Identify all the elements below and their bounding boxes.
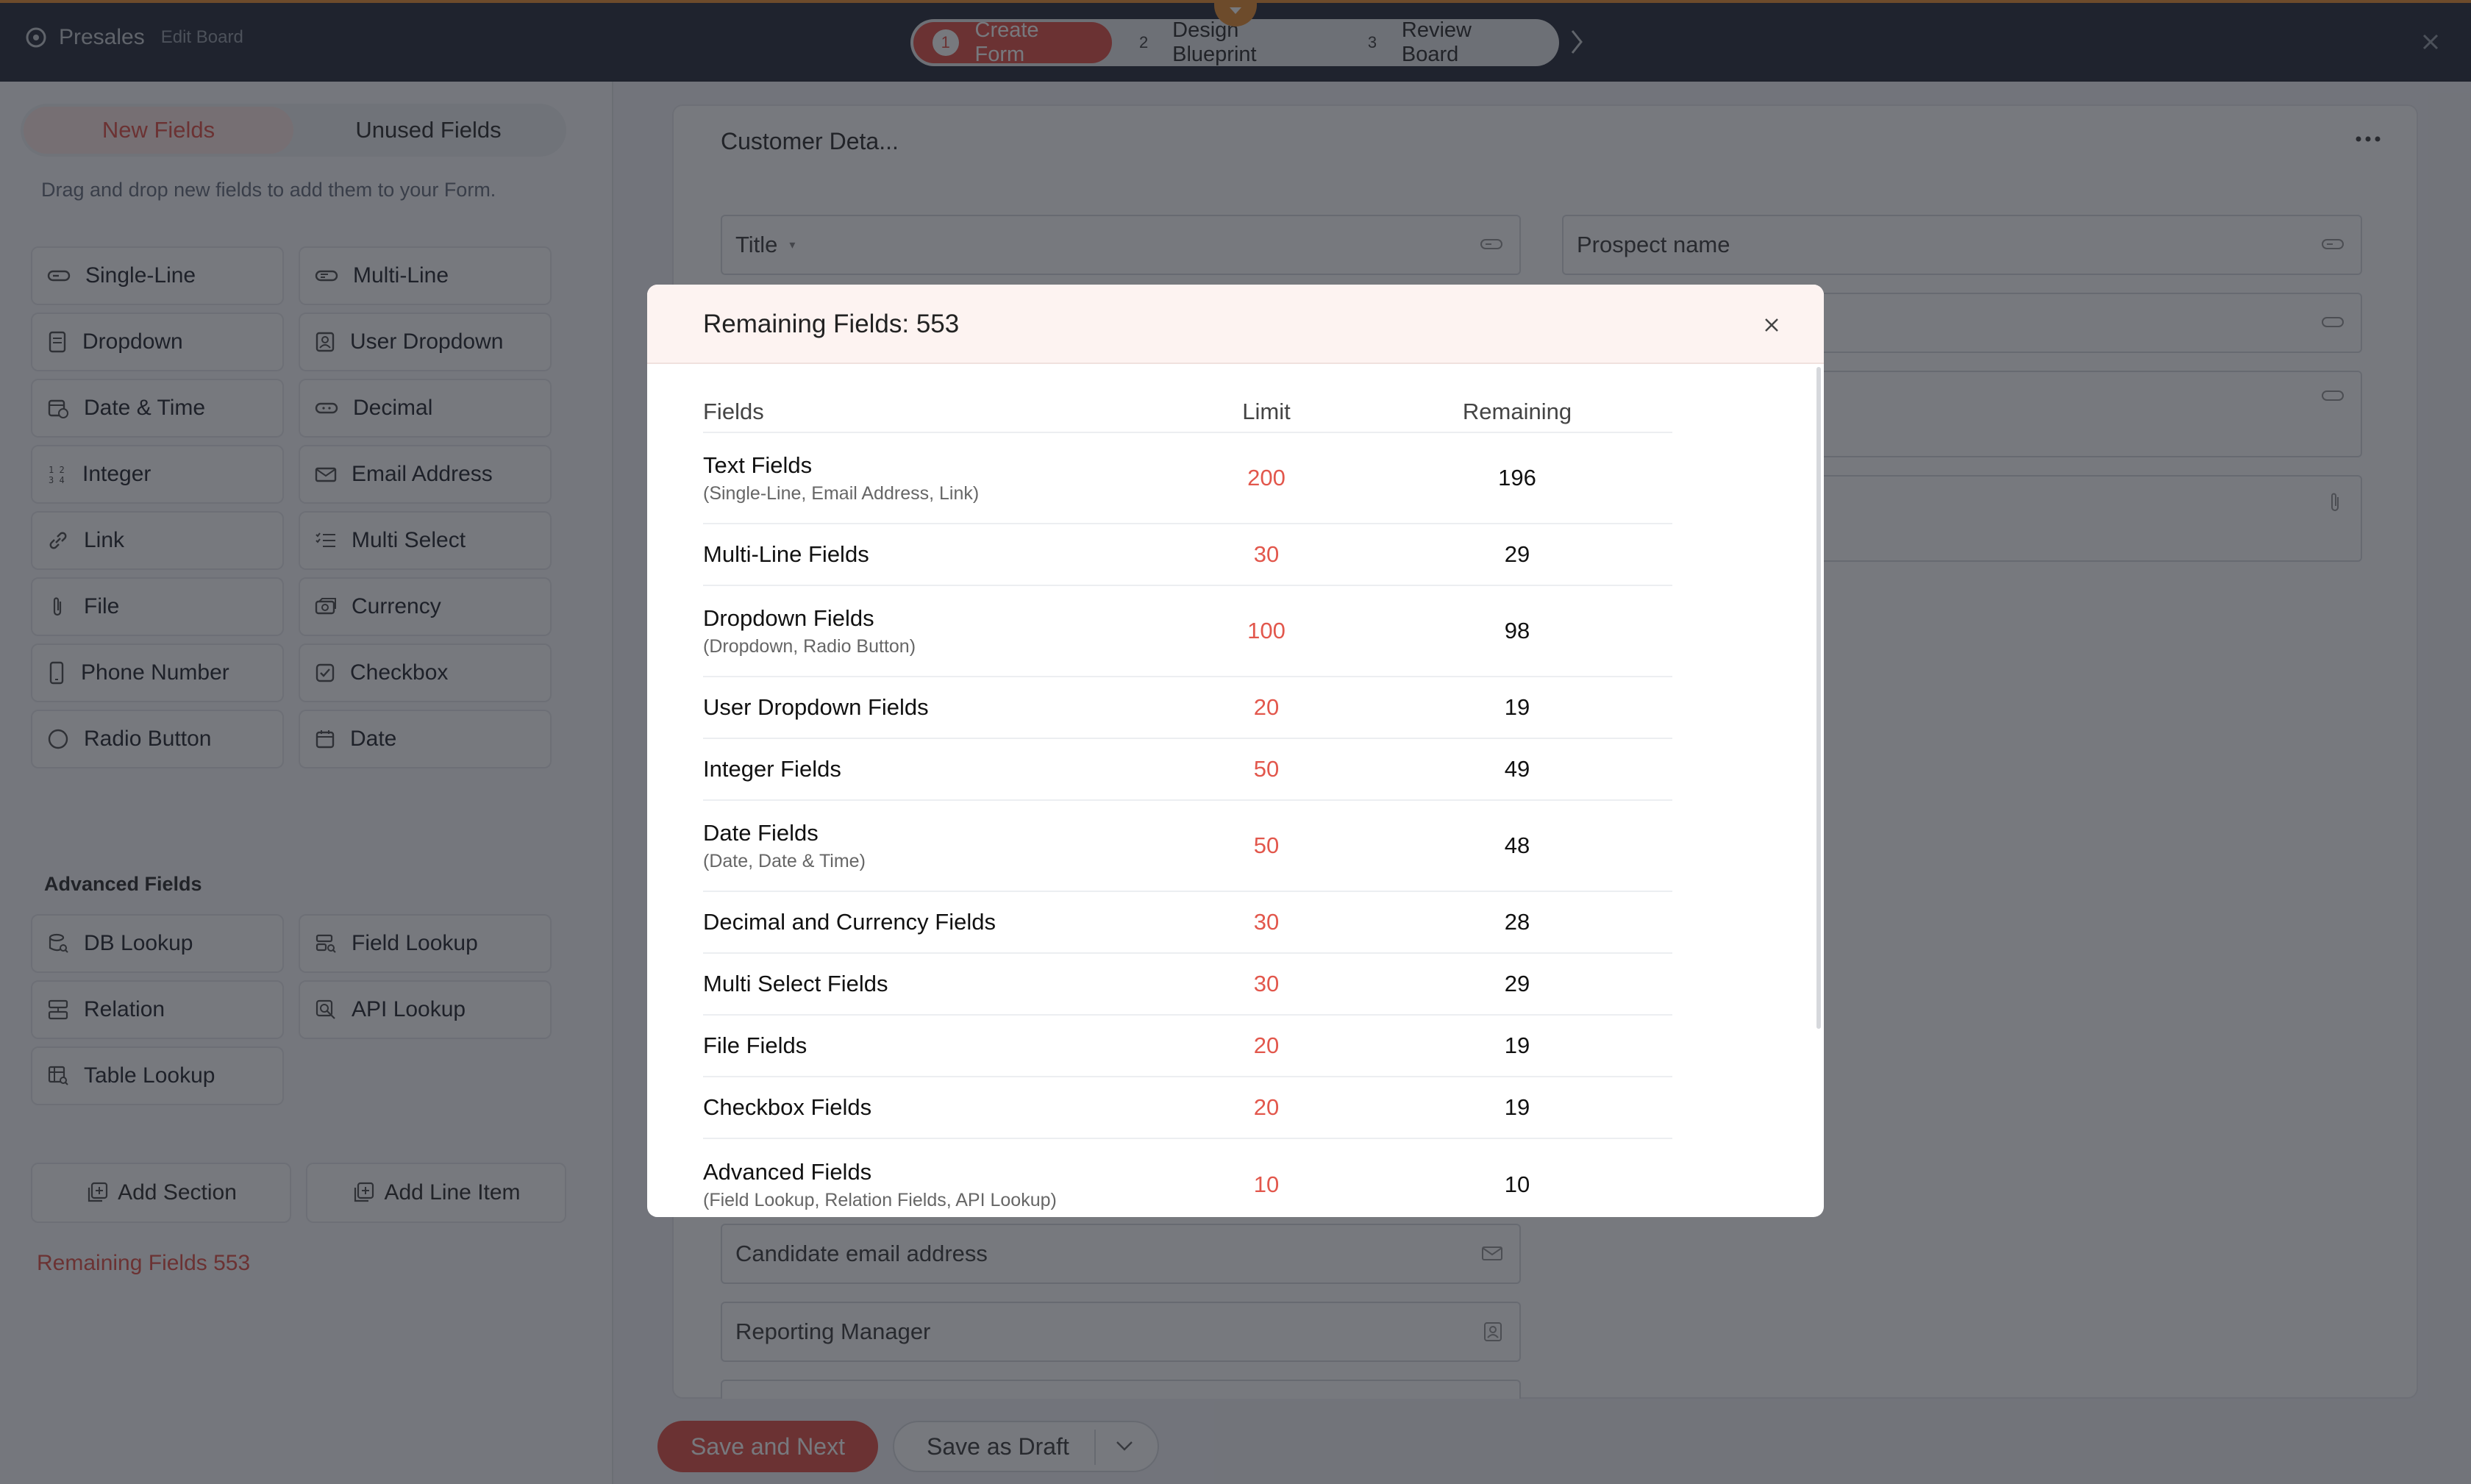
row-limit: 10 [1253, 1171, 1280, 1197]
column-remaining: Remaining [1462, 399, 1572, 424]
table-row [703, 739, 1672, 801]
row-name: Dropdown Fields [703, 604, 874, 631]
table-row [703, 433, 1672, 524]
row-remaining: 196 [1498, 465, 1536, 490]
close-icon[interactable] [1764, 317, 1780, 333]
row-name: Text Fields [703, 452, 813, 478]
modal-title: Remaining Fields: 553 [703, 310, 960, 338]
table-row [703, 586, 1672, 677]
table-row [703, 1077, 1672, 1139]
row-remaining: 19 [1504, 694, 1530, 720]
row-remaining: 29 [1504, 971, 1530, 996]
row-limit: 30 [1253, 541, 1280, 567]
row-subtitle: (Field Lookup, Relation Fields, API Lookup) [703, 1189, 1057, 1210]
table-row [703, 1016, 1672, 1077]
row-remaining: 28 [1504, 909, 1530, 935]
row-limit: 20 [1253, 694, 1280, 720]
row-subtitle: (Dropdown, Radio Button) [703, 635, 916, 657]
row-remaining: 98 [1504, 618, 1530, 643]
row-remaining: 48 [1504, 832, 1530, 858]
row-remaining: 10 [1504, 1171, 1530, 1197]
row-limit: 200 [1247, 465, 1286, 490]
row-limit: 30 [1253, 971, 1280, 996]
row-limit: 20 [1253, 1032, 1280, 1058]
row-name: Multi-Line Fields [703, 541, 869, 567]
row-name: Checkbox Fields [703, 1094, 872, 1120]
table-header [703, 392, 1672, 433]
row-name: Multi Select Fields [703, 971, 888, 996]
modal-scrollbar[interactable] [1816, 367, 1821, 1029]
row-limit: 50 [1253, 756, 1280, 782]
row-limit: 30 [1253, 909, 1280, 935]
row-limit: 20 [1253, 1094, 1280, 1120]
row-remaining: 49 [1504, 756, 1530, 782]
modal-header [647, 285, 1824, 364]
column-limit: Limit [1242, 399, 1291, 424]
row-remaining: 29 [1504, 541, 1530, 567]
row-remaining: 19 [1504, 1032, 1530, 1058]
row-name: File Fields [703, 1032, 807, 1058]
table-row [703, 954, 1672, 1016]
row-name: Date Fields [703, 819, 819, 846]
row-name: Integer Fields [703, 756, 841, 782]
table-row [703, 892, 1672, 954]
row-limit: 100 [1247, 618, 1286, 643]
row-remaining: 19 [1504, 1094, 1530, 1120]
table-row [703, 1139, 1672, 1217]
remaining-fields-modal [647, 285, 1824, 1217]
table-row [703, 524, 1672, 586]
row-name: Decimal and Currency Fields [703, 909, 996, 935]
row-subtitle: (Single-Line, Email Address, Link) [703, 482, 980, 504]
table-row [703, 801, 1672, 892]
column-fields: Fields [703, 399, 764, 424]
row-name: User Dropdown Fields [703, 694, 929, 720]
field-limits-table [703, 392, 1672, 1217]
row-name: Advanced Fields [703, 1158, 872, 1185]
table-row [703, 677, 1672, 739]
row-subtitle: (Date, Date & Time) [703, 850, 866, 871]
row-limit: 50 [1253, 832, 1280, 858]
